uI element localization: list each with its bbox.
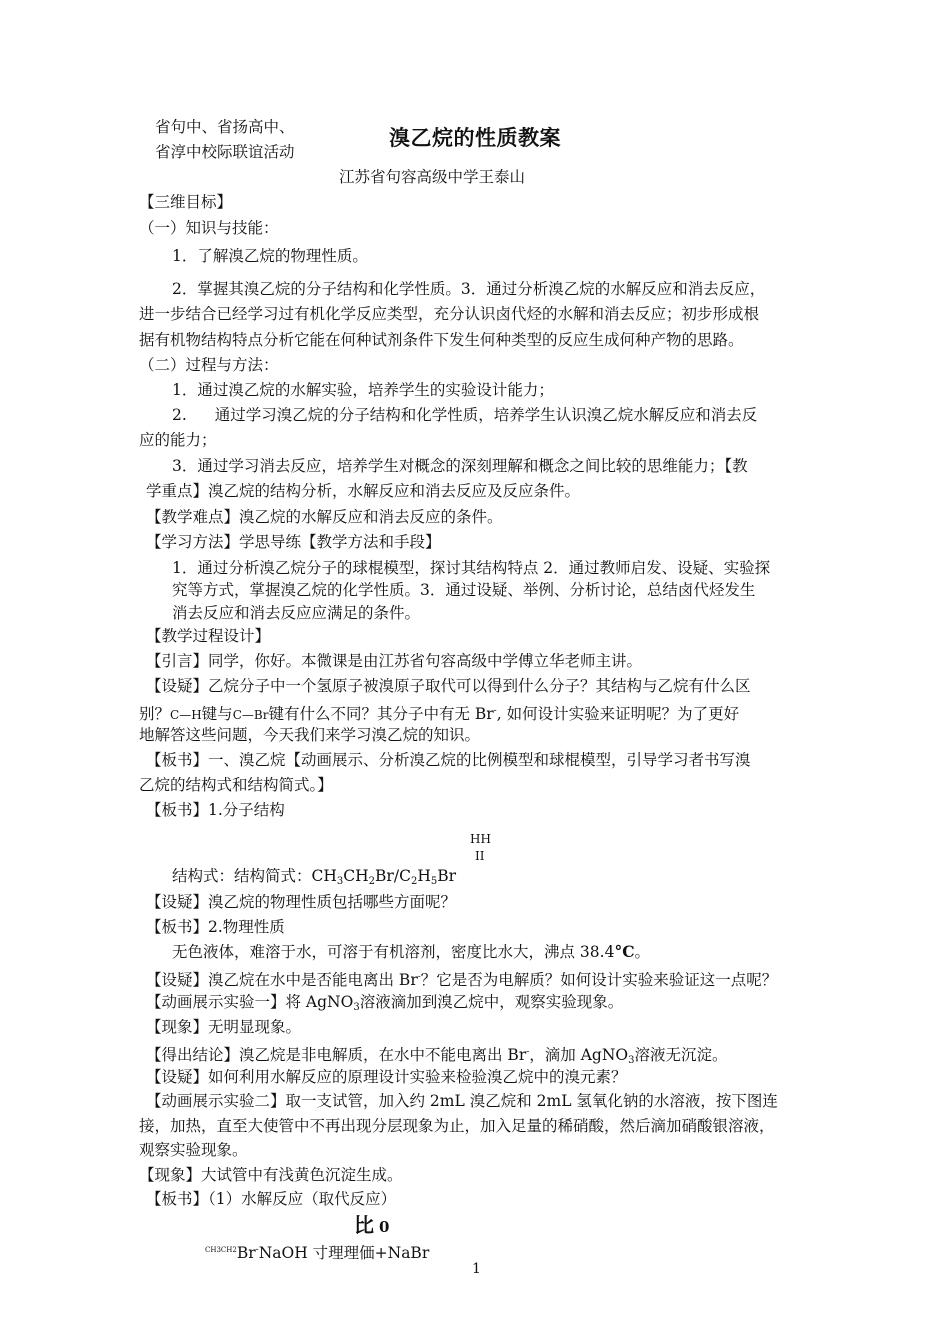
q1-text-c: 键与 [201,705,233,723]
knowledge-item-1: 1．了解溴乙烷的物理性质。 [172,247,368,265]
process-item-2-number: 2. [172,406,187,424]
q1-text-e: 键有什么不同？其分子中有无 Br [268,705,494,723]
structure-label: 结构式：结构简式： [172,867,312,885]
knowledge-item-2-line-1: 2．掌握其溴乙烷的分子结构和化学性质。3．通过分析溴乙烷的水解反应和消去反应， [172,280,766,298]
equation-ethyl-group: CH3CH2 [205,1246,237,1254]
question-3-line [146,967,777,990]
structure-formula: $CH_3CH_2Br/C_2H_5Br$ [311,867,457,887]
physical-properties-line [172,942,650,962]
conclusion-text-a: 【得出结论】溴乙烷是非电解质，在水中不能电离出 Br [146,1046,527,1064]
org-line-1: 省句中、省扬高中、 [155,118,295,136]
q3-text-a: 【设疑】溴乙烷在水中是否能电离出 Br [146,971,418,989]
experiment-1-line [146,992,623,1018]
experiment-2-line-2: 接，加热，直至大使管中不再出现分层现象为止，加入足量的稀硝酸，然后滴加硝酸银溶液， [139,1117,775,1135]
page-number: 1 [472,1261,481,1277]
q1-text-g: , 如何设计实验来证明呢？为了更好 [496,705,740,723]
process-item-1: 1．通过溴乙烷的水解实验，培养学生的实验设计能力； [172,381,554,399]
board-1-line-2: 乙烷的结构式和结构简式。】 [139,776,333,794]
question-1-line-1: 【设疑】乙烷分子中一个氢原子被溴原子取代可以得到什么分子？其结构与乙烷有什么区 [146,677,751,695]
exp1-text-a: 【动画展示实验一】将 AgNO [146,993,354,1011]
physical-properties-end: 。 [634,943,651,961]
process-item-3-line-1: 3．通过学习消去反应，培养学生对概念的深刻理解和概念之间比较的思维能力；【教 [172,457,748,475]
question-1-line-2 [139,701,739,725]
difficulty-line: 【教学难点】溴乙烷的水解反应和消去反应的条件。 [146,508,503,526]
method-item-line-3: 消去反应和消去反应应满足的条件。 [172,604,421,622]
board-1-line-1: 【板书】一、溴乙烷【动画展示、分析溴乙烷的比例模型和球棍模型，引导学习者书写溴 [146,751,751,769]
board-4-line: 【板书】（1）水解反应（取代反应） [146,1190,397,1208]
board-2-line: 【板书】1.分子结构 [146,801,285,819]
conclusion-subscript: 3 [628,1055,635,1066]
goals-heading: 【三维目标】 [139,193,233,211]
intro-line: 【引言】同学，你好。本微课是由江苏省句容高级中学傅立华老师主讲。 [146,652,643,670]
method-line: 【学习方法】学思导练【教学方法和手段】 [146,533,441,551]
method-item-line-2: 究等方式，掌握溴乙烷的化学性质。3．通过设疑、举例、分析讨论，总结卤代烃发生 [172,581,756,599]
experiment-2-line-1: 【动画展示实验二】取一支试管，加入约 2mL 溴乙烷和 2mL 氢氧化钠的水溶液，按下图连 [146,1092,778,1110]
equation-charge: - [255,1245,259,1255]
exp1-text-c: 溶液滴加到溴乙烷中，观察实验现象。 [359,993,624,1011]
method-item-line-1: 1．通过分析溴乙烷分子的球棍模型，探讨其结构特点 2．通过教师启发、设疑、实验探 [172,559,771,577]
q3-br-charge: - [417,972,421,982]
q1-cbr-bond: C—Br [232,708,269,722]
exp1-subscript: 3 [353,1002,360,1013]
structure-formula-line [172,866,456,892]
conclusion-text-e: 溶液无沉淀。 [634,1046,728,1064]
equation-top-line [354,1212,389,1240]
question-2-line: 【设疑】溴乙烷的物理性质包括哪些方面呢？ [146,893,457,911]
q1-text-a: 别？ [139,705,171,723]
observation-2-line: 【现象】大试管中有浅黄色沉淀生成。 [139,1166,403,1184]
process-design-heading: 【教学过程设计】 [146,627,271,645]
conclusion-text-c: ，滴加 AgNO [529,1046,629,1064]
org-line-2: 省淳中校际联谊活动 [155,143,295,161]
experiment-2-line-3: 观察实验现象。 [139,1141,248,1159]
q1-br-charge: - [493,706,497,716]
q3-text-c: ？它是否为电解质？如何设计实验来验证这一点呢？ [420,971,778,989]
process-heading: （二）过程与方法： [139,356,279,374]
equation-br: Br [236,1244,256,1262]
equation-top-char: 比 [354,1213,374,1237]
equation-rest: NaOH 寸理理価+NaBr [258,1244,430,1262]
process-item-2 [172,405,757,425]
hydrolysis-equation [205,1240,429,1263]
document-title: 溴乙烷的性质教案 [389,126,561,150]
knowledge-item-2-line-2: 进一步结合已经学习过有机化学反应类型，充分认识卤代烃的水解和消去反应；初步形成根 [139,305,760,323]
process-item-3-line-2: 学重点】溴乙烷的结构分析，水解反应和消去反应及反应条件。 [146,482,581,500]
knowledge-heading: （一）知识与技能： [139,219,279,237]
conclusion-br-charge: - [526,1047,530,1057]
process-item-2-line-2: 应的能力； [139,431,217,449]
equation-top-digit: 0 [378,1218,390,1236]
physical-properties-text: 无色液体，难溶于水，可溶于有机溶剂，密度比水大，沸点 38.4 [172,943,615,961]
structure-hh: HH [470,832,491,846]
board-3-line: 【板书】2.物理性质 [146,918,285,936]
question-4-line: 【设疑】如何利用水解反应的原理设计实验来检验溴乙烷中的溴元素？ [146,1068,627,1086]
q1-ch-bond: C—H [170,708,202,722]
structure-ii: II [475,849,485,863]
author-line: 江苏省句容高级中学王泰山 [339,168,526,186]
process-item-2-text: 通过学习溴乙烷的分子结构和化学性质，培养学生认识溴乙烷水解反应和消去反 [214,406,758,424]
question-1-line-3: 地解答这些问题，今天我们来学习溴乙烷的知识。 [139,726,481,744]
observation-1-line: 【现象】无明显现象。 [146,1018,302,1036]
knowledge-item-2-line-3: 据有机物结构特点分析它能在何种试剂条件下发生何种类型的反应生成何种产物的思路。 [139,331,744,349]
boiling-point-unit: °C [614,942,635,961]
